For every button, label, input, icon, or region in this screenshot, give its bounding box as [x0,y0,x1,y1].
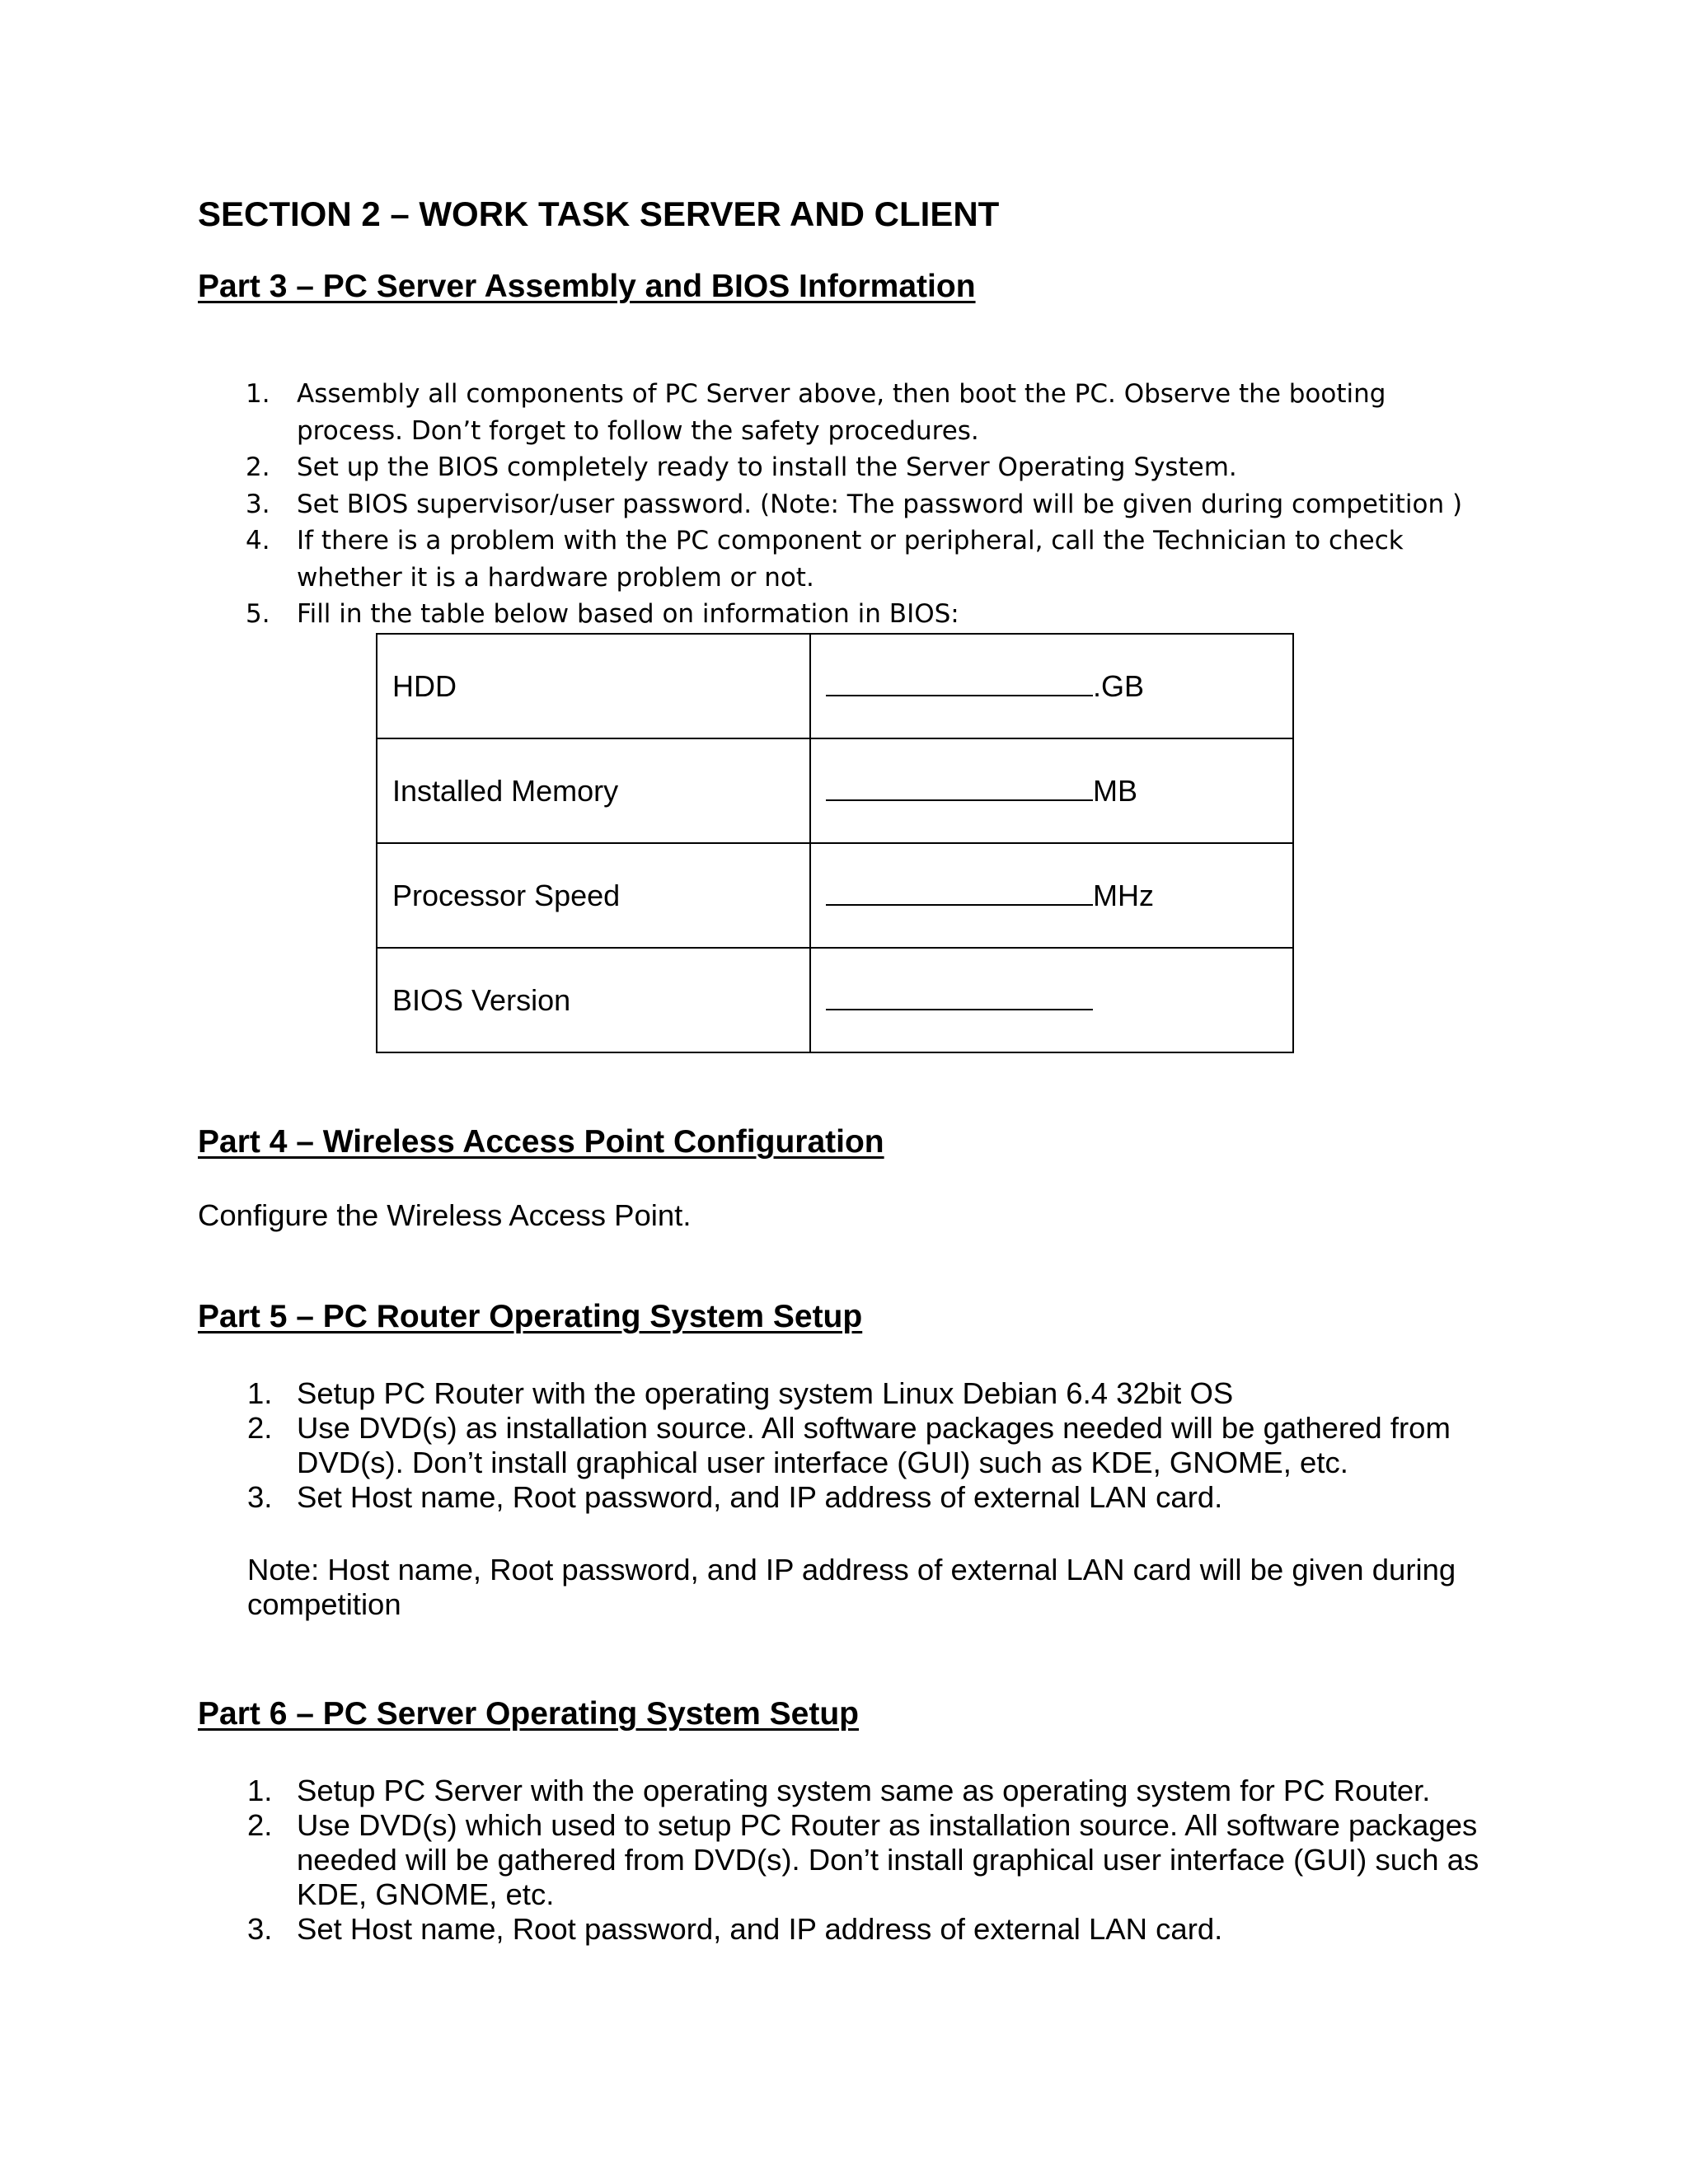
table-cell-value[interactable]: .GB [810,634,1293,738]
bios-info-table [376,633,1294,1053]
table-row [377,634,1293,738]
list-item: 3. Set Host name, Root password, and IP address of external LAN card. [247,1912,1223,1946]
list-item: 3. Set Host name, Root password, and IP address of external LAN card. [247,1480,1223,1514]
table-cell-label: BIOS Version [377,948,810,1052]
part5-title: Part 5 – PC Router Operating System Setup [198,1299,863,1334]
table-cell-label: HDD [377,634,810,738]
part6-title: Part 6 – PC Server Operating System Setup [198,1696,859,1732]
part3-title: Part 3 – PC Server Assembly and BIOS Information [198,269,976,304]
table-cell-value[interactable] [810,948,1293,1052]
part3-steps [198,376,1500,633]
part5-steps [198,1376,1484,1515]
list-item: 4. If there is a problem with the PC component or peripheral, call the Technician to check whether it is a hardware problem or not. [246,526,1404,593]
list-item: 2. Use DVD(s) as installation source. All software packages needed will be gathered from DVD(s). Don’t install graphical user interface (GUI) such as KDE, GNOME, etc. [247,1411,1451,1479]
part4-text: Configure the Wireless Access Point. [198,1198,692,1232]
fill-in-blank[interactable] [826,775,1093,801]
list-item: 3. Set BIOS supervisor/user password. (Note: The password will be given during competition ) [246,489,1463,519]
table-row [377,738,1293,843]
part5-note: Note: Host name, Root password, and IP address of external LAN card will be given during competition [247,1553,1456,1621]
table-row [377,843,1293,948]
table-row [377,948,1293,1052]
table-cell-label: Installed Memory [377,738,810,843]
list-item: 2. Set up the BIOS completely ready to install the Server Operating System. [246,452,1237,482]
fill-in-blank[interactable] [826,984,1093,1010]
table-cell-value[interactable]: MHz [810,843,1293,948]
list-item: 2. Use DVD(s) which used to setup PC Router as installation source. All software packages needed will be gathered from DVD(s). Don’t install graphical user interface (GUI) such as KDE, GNOME, etc. [247,1808,1479,1911]
table-cell-label: Processor Speed [377,843,810,948]
list-item: 5. Fill in the table below based on information in BIOS: [246,599,959,629]
section-title: SECTION 2 – WORK TASK SERVER AND CLIENT [198,194,1000,233]
table-cell-value[interactable]: MB [810,738,1293,843]
part6-steps [198,1774,1484,1947]
fill-in-blank[interactable] [826,879,1093,906]
list-item: 1. Setup PC Router with the operating system Linux Debian 6.4 32bit OS [247,1376,1234,1410]
list-item: 1. Setup PC Server with the operating system same as operating system for PC Router. [247,1774,1431,1807]
list-item: 1. Assembly all components of PC Server above, then boot the PC. Observe the booting process. Don’t forget to follow the safety procedures. [246,379,1386,446]
fill-in-blank[interactable] [826,670,1093,696]
part4-title: Part 4 – Wireless Access Point Configuration [198,1124,884,1160]
